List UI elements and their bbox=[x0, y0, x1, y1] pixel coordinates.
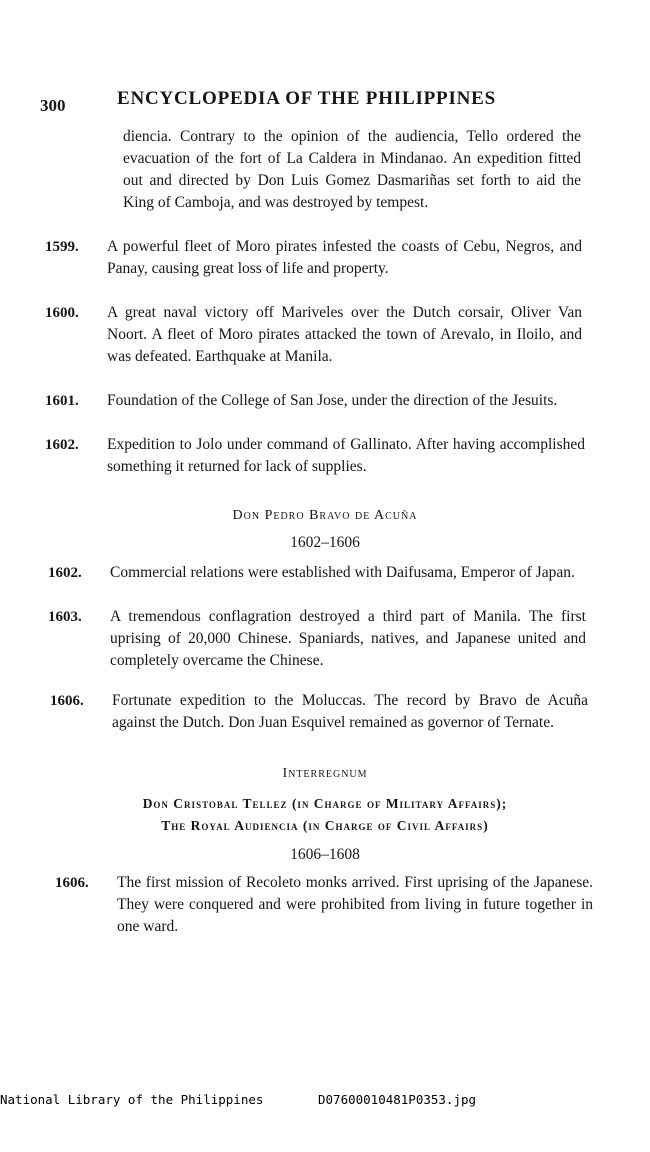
continuation-paragraph: diencia. Contrary to the opinion of the audiencia, Tello ordered the evacuation of the fort of La Caldera in Mindanao. An expedition fitted out and directed by Don Luis Gomez Dasmariñas set forth to aid the King of Camboja, and was destroyed by tempest. bbox=[123, 128, 581, 211]
entry-text: Expedition to Jolo under command of Gallinato. After having accomplished something it returned for lack of supplies. bbox=[107, 436, 585, 475]
military-affairs-line: Don Cristobal Tellez (in Charge of Military Affairs); bbox=[142, 796, 508, 811]
chronology-entry bbox=[45, 390, 582, 412]
governor-heading: Don Pedro Bravo de Acuña bbox=[232, 508, 418, 523]
chronology-entry bbox=[45, 302, 582, 368]
entry-year: 1601. bbox=[45, 393, 79, 409]
chronology-entry bbox=[55, 872, 593, 938]
image-filename: D07600010481P0353.jpg bbox=[318, 1092, 477, 1107]
entry-text: Commercial relations were established with Daifusama, Emperor of Japan. bbox=[110, 564, 575, 581]
running-header: ENCYCLOPEDIA OF THE PHILIPPINES bbox=[117, 88, 496, 109]
entry-year: 1600. bbox=[45, 305, 79, 321]
entry-year: 1606. bbox=[55, 875, 89, 891]
page-number: 300 bbox=[40, 96, 66, 115]
chronology-entry bbox=[50, 690, 588, 734]
entry-year: 1602. bbox=[45, 437, 79, 453]
entry-text: The first mission of Recoleto monks arrived. First uprising of the Japanese. They were conquered and were prohibited from living in future together in one ward. bbox=[117, 874, 593, 935]
entry-year: 1599. bbox=[45, 239, 79, 255]
entry-text: Fortunate expedition to the Moluccas. The record by Bravo de Acuña against the Dutch. Don Juan Esquivel remained as governor of Ternate. bbox=[112, 692, 588, 731]
term-years: 1606–1608 bbox=[290, 846, 360, 863]
entry-text: A powerful fleet of Moro pirates infested the coasts of Cebu, Negros, and Panay, causing great loss of life and property. bbox=[107, 238, 582, 277]
entry-text: Foundation of the College of San Jose, under the direction of the Jesuits. bbox=[107, 392, 558, 409]
chronology-entry bbox=[45, 434, 585, 478]
civil-affairs-line: The Royal Audiencia (in Charge of Civil Affairs) bbox=[161, 818, 489, 833]
entry-year: 1602. bbox=[48, 565, 82, 581]
entry-text: A tremendous conflagration destroyed a third part of Manila. The first uprising of 20,000 Chinese. Spaniards, natives, and Japanese united and completely overcame the Chinese. bbox=[110, 608, 586, 669]
interregnum-heading: Interregnum bbox=[282, 766, 368, 781]
scan-footer bbox=[0, 1092, 477, 1152]
chronology-entry bbox=[45, 236, 582, 280]
entry-text: A great naval victory off Mariveles over the Dutch corsair, Oliver Van Noort. A fleet of Moro pirates attacked the town of Arevalo, in Iloilo, and was defeated. Earthquake at Manila. bbox=[107, 304, 582, 365]
entry-year: 1606. bbox=[50, 693, 84, 709]
term-years: 1602–1606 bbox=[290, 534, 360, 551]
library-name: National Library of the Philippines bbox=[0, 1092, 264, 1107]
entry-year: 1603. bbox=[48, 609, 82, 625]
chronology-entry bbox=[48, 562, 586, 584]
chronology-entry bbox=[48, 606, 586, 672]
